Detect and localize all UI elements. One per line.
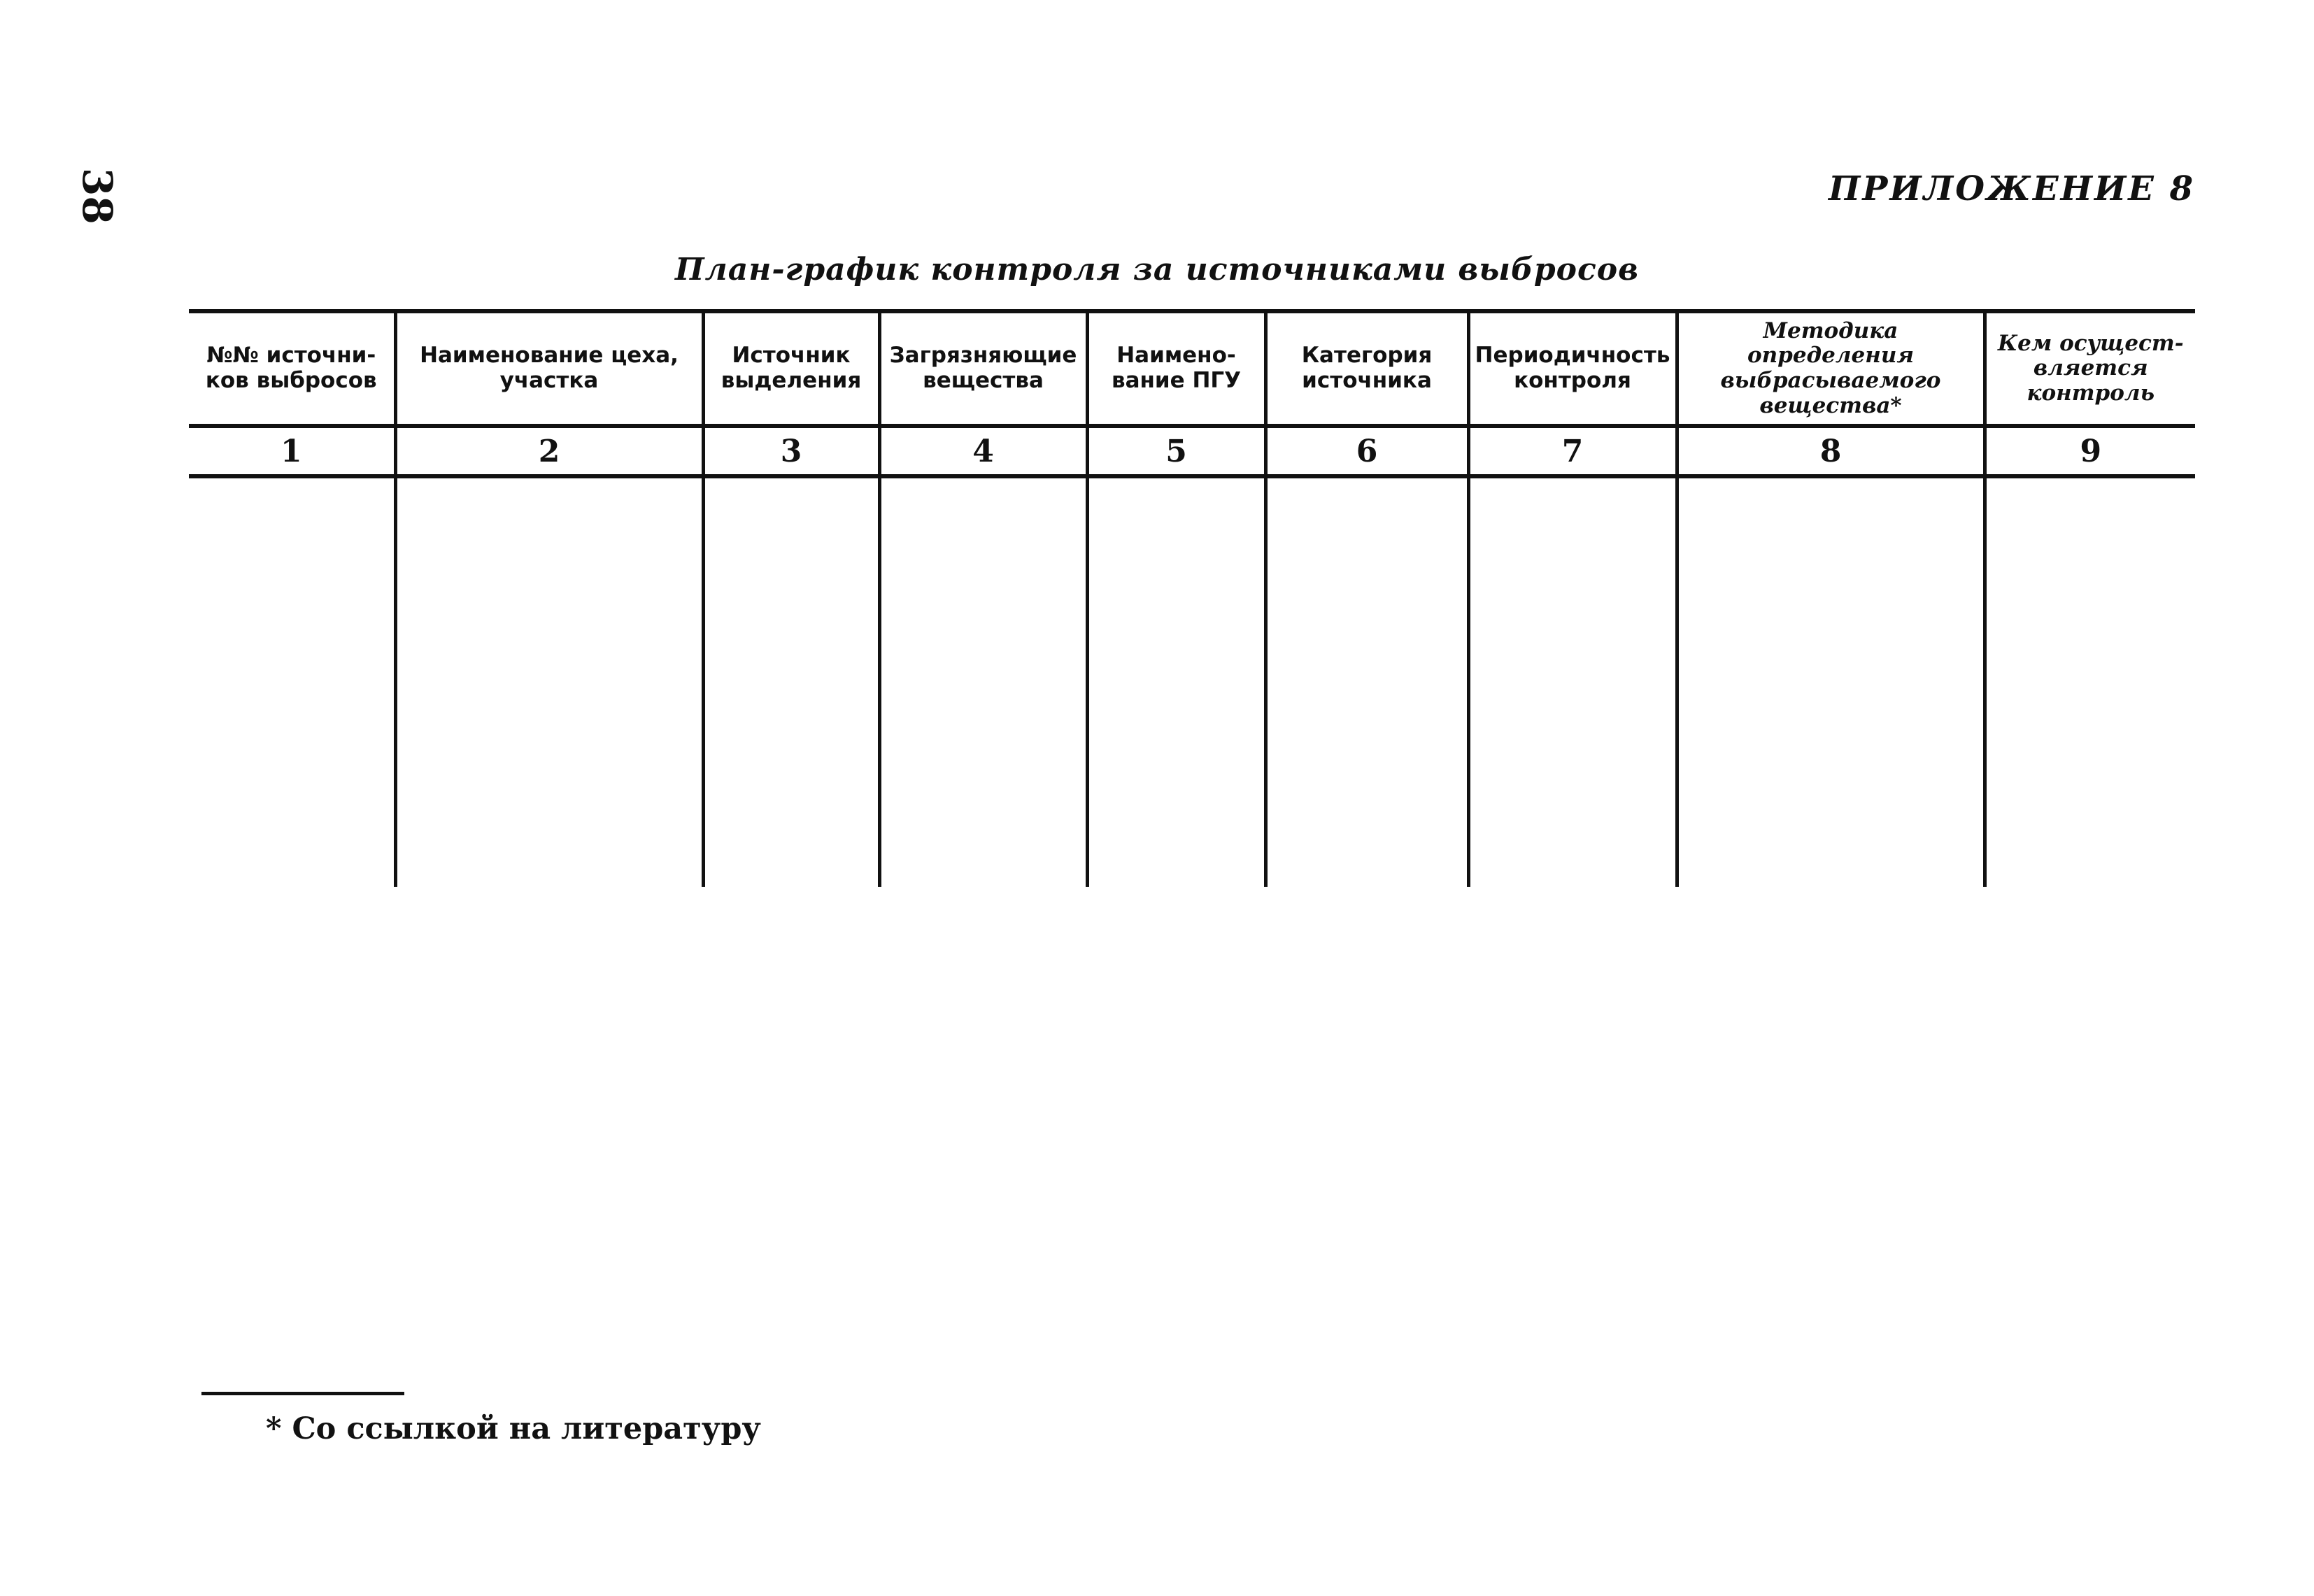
column-header-control-frequency: Периодичность контроля [1468,311,1677,426]
column-header-source-category: Категория источника [1265,311,1468,426]
column-header-source-numbers: №№ источни-ков выбросов [189,311,395,426]
appendix-label: ПРИЛОЖЕНИЕ 8 [1828,169,2195,208]
control-schedule-table [189,309,2195,887]
column-number-5: 5 [1087,426,1265,476]
column-number-2: 2 [395,426,703,476]
column-number-3: 3 [703,426,879,476]
column-header-method: Методика определения выбрасываемого вещества* [1677,311,1985,426]
footnote: * Со ссылкой на литературу [266,1411,761,1446]
column-header-gas-cleaning-unit: Наимено-вание ПГУ [1087,311,1265,426]
empty-cell [1677,476,1985,887]
footnote-divider [201,1392,404,1395]
page-number: 38 [73,168,121,225]
empty-cell [879,476,1087,887]
column-number-7: 7 [1468,426,1677,476]
empty-cell [189,476,395,887]
empty-body-row [189,476,2195,887]
column-header-pollutants: Загрязняющие вещества [879,311,1087,426]
header-row [189,311,2195,426]
column-header-workshop-name: Наименование цеха, участка [395,311,703,426]
document-title: План-график контроля за источниками выбросов [675,252,1639,287]
column-number-8: 8 [1677,426,1985,476]
column-number-6: 6 [1265,426,1468,476]
empty-cell [395,476,703,887]
column-number-9: 9 [1985,426,2195,476]
empty-cell [1468,476,1677,887]
column-header-emission-origin: Источник выделения [703,311,879,426]
column-number-row [189,426,2195,476]
column-header-controller: Кем осущест-вляется контроль [1985,311,2195,426]
empty-cell [703,476,879,887]
column-number-4: 4 [879,426,1087,476]
column-number-1: 1 [189,426,395,476]
control-schedule-table-wrapper [189,309,2195,887]
empty-cell [1087,476,1265,887]
empty-cell [1985,476,2195,887]
empty-cell [1265,476,1468,887]
